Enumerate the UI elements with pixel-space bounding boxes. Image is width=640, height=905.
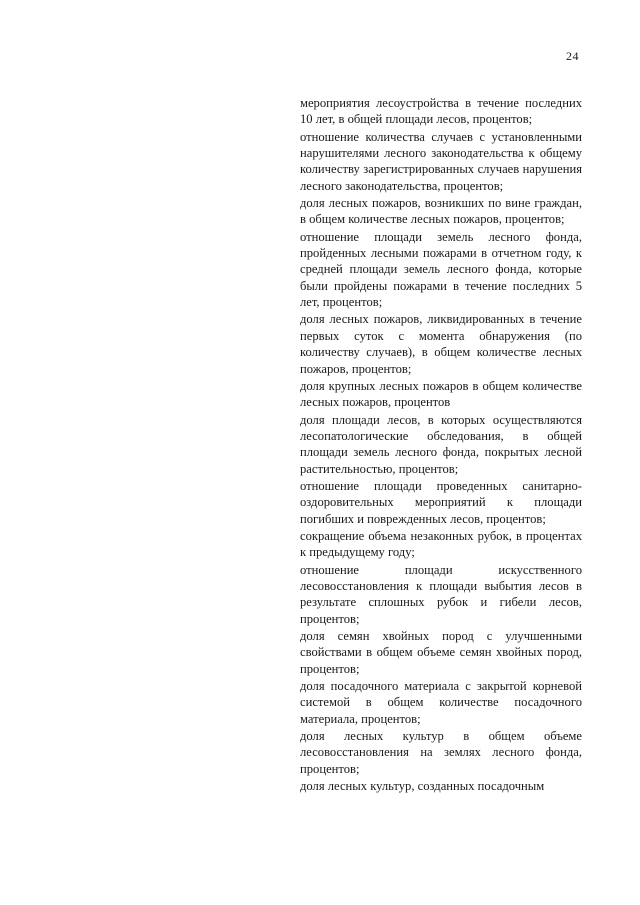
list-item: доля лесных культур в общем объеме лесовосстановления на землях лесного фонда, процентов;	[300, 729, 582, 776]
list-item: мероприятия лесоустройства в течение последних 10 лет, в общей площади лесов, процентов;	[300, 96, 582, 127]
list-item: доля площади лесов, в которых осуществляются лесопатологические обследования, в общей площади земель лесного фонда, покрытых лесной растительностью, процентов;	[300, 412, 582, 476]
list-item: отношение площади земель лесного фонда, пройденных лесными пожарами в отчетном году, к средней площади земель лесного фонда, которые были пройдены пожарами в течение последних 5 лет, процентов;	[300, 229, 582, 310]
list-item: доля посадочного материала с закрытой корневой системой в общем количестве посадочного материала, процентов;	[300, 679, 582, 726]
list-item: доля лесных пожаров, возникших по вине граждан, в общем количестве лесных пожаров, процентов;	[300, 196, 582, 227]
list-item: доля семян хвойных пород с улучшенными свойствами в общем объеме семян хвойных пород, процентов;	[300, 629, 582, 676]
list-item: отношение площади проведенных санитарно-оздоровительных мероприятий к площади погибших и поврежденных лесов, процентов;	[300, 478, 582, 526]
list-item: доля лесных культур, созданных посадочным	[300, 779, 545, 794]
list-item: сокращение объема незаконных рубок, в процентах к предыдущему году;	[300, 528, 582, 560]
list-item: отношение количества случаев с установленными нарушителями лесного законодательства к общему количеству зарегистрированных случаев нарушения лесного законодательства, процентов;	[300, 129, 582, 193]
list-item: отношение площади искусственного лесовосстановления к площади выбытия лесов в результате сплошных рубок и гибели лесов, процентов;	[300, 562, 582, 626]
list-item: доля лесных пожаров, ликвидированных в течение первых суток с момента обнаружения (по количеству случаев), в общем количестве лесных пожаров, процентов;	[300, 312, 582, 376]
page-number: 24	[566, 49, 579, 63]
list-item: доля крупных лесных пожаров в общем количестве лесных пожаров, процентов	[300, 378, 582, 410]
indicator-list	[300, 95, 582, 794]
